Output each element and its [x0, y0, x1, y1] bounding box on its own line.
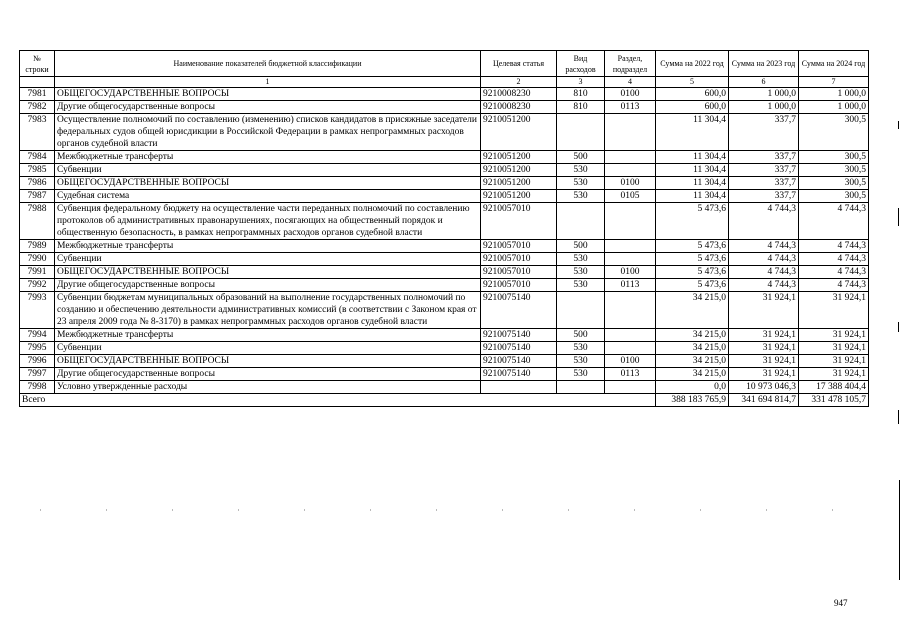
row-sum-2024: 1 000,0: [799, 88, 869, 101]
row-sum-2022: 34 215,0: [656, 368, 729, 381]
row-sum-2024: 4 744,3: [799, 253, 869, 266]
header-kind: Вид расходов: [557, 51, 605, 77]
row-expense-kind: 500: [557, 329, 605, 342]
row-sum-2022: 34 215,0: [656, 355, 729, 368]
row-name: Субвенция федеральному бюджету на осуществление части переданных полномочий по составлению протоколов об административных правонарушениях, посягающих на общественный порядок и общественную безопасность, в рамках непрограммных расходов органов судебной власти: [55, 203, 481, 240]
table-row: [20, 114, 869, 151]
row-name: ОБЩЕГОСУДАРСТВЕННЫЕ ВОПРОСЫ: [55, 88, 481, 101]
row-expense-kind: 530: [557, 355, 605, 368]
row-number: 7983: [20, 114, 55, 151]
row-name: Другие общегосударственные вопросы: [55, 279, 481, 292]
table-row: [20, 279, 869, 292]
table-row: [20, 203, 869, 240]
row-number: 7989: [20, 240, 55, 253]
header-name: Наименование показателей бюджетной классификации: [55, 51, 481, 77]
row-sum-2024: 17 388 404,4: [799, 381, 869, 394]
table-row: [20, 190, 869, 203]
row-sum-2023: 31 924,1: [729, 292, 799, 329]
row-target-article: 9210075140: [481, 342, 557, 355]
row-section: [605, 164, 656, 177]
row-sum-2024: 300,5: [799, 177, 869, 190]
row-sum-2022: 0,0: [656, 381, 729, 394]
column-number: 4: [605, 77, 656, 88]
row-name: Субвенции: [55, 342, 481, 355]
scan-margin-mark: [898, 322, 899, 332]
row-sum-2024: 300,5: [799, 114, 869, 151]
row-sum-2023: 1 000,0: [729, 88, 799, 101]
row-number: 7993: [20, 292, 55, 329]
row-sum-2023: 1 000,0: [729, 101, 799, 114]
row-name: ОБЩЕГОСУДАРСТВЕННЫЕ ВОПРОСЫ: [55, 355, 481, 368]
row-sum-2023: 337,7: [729, 164, 799, 177]
row-sum-2022: 34 215,0: [656, 342, 729, 355]
row-sum-2022: 5 473,6: [656, 240, 729, 253]
column-number: 2: [481, 77, 557, 88]
row-number: 7994: [20, 329, 55, 342]
row-sum-2022: 600,0: [656, 88, 729, 101]
row-section: 0100: [605, 266, 656, 279]
row-section: [605, 114, 656, 151]
row-sum-2022: 5 473,6: [656, 253, 729, 266]
row-name: Межбюджетные трансферты: [55, 329, 481, 342]
row-sum-2024: 4 744,3: [799, 240, 869, 253]
row-section: [605, 342, 656, 355]
row-target-article: 9210057010: [481, 266, 557, 279]
column-number: 7: [799, 77, 869, 88]
row-number: 7992: [20, 279, 55, 292]
row-sum-2024: 4 744,3: [799, 279, 869, 292]
table-row: [20, 177, 869, 190]
table-row: [20, 151, 869, 164]
row-target-article: 9210008230: [481, 101, 557, 114]
column-number: 3: [557, 77, 605, 88]
row-number: 7997: [20, 368, 55, 381]
row-section: 0100: [605, 355, 656, 368]
table-row: [20, 101, 869, 114]
row-name: Субвенции: [55, 253, 481, 266]
total-2022: 388 183 765,9: [656, 394, 729, 407]
row-target-article: 9210075140: [481, 329, 557, 342]
table-row: [20, 266, 869, 279]
row-sum-2023: 31 924,1: [729, 329, 799, 342]
row-name: Межбюджетные трансферты: [55, 240, 481, 253]
row-target-article: 9210075140: [481, 355, 557, 368]
row-sum-2023: 337,7: [729, 151, 799, 164]
row-target-article: 9210057010: [481, 253, 557, 266]
row-expense-kind: 530: [557, 177, 605, 190]
row-expense-kind: [557, 114, 605, 151]
row-sum-2023: 31 924,1: [729, 368, 799, 381]
row-name: Другие общегосударственные вопросы: [55, 101, 481, 114]
row-sum-2022: 11 304,4: [656, 164, 729, 177]
row-sum-2024: 31 924,1: [799, 355, 869, 368]
table-row: [20, 292, 869, 329]
row-sum-2022: 34 215,0: [656, 329, 729, 342]
scan-margin-mark: [898, 410, 899, 424]
row-expense-kind: 810: [557, 101, 605, 114]
row-target-article: 9210051200: [481, 114, 557, 151]
row-name: Субвенции бюджетам муниципальных образований на выполнение государственных полномочий по созданию и обеспечению деятельности административных комиссий (в соответствии с Законом края от 23 апреля 2009 года № 8-3170) в рамках непрограммных расходов органов судебной власти: [55, 292, 481, 329]
row-number: 7998: [20, 381, 55, 394]
column-number: 6: [729, 77, 799, 88]
row-sum-2022: 600,0: [656, 101, 729, 114]
row-target-article: [481, 381, 557, 394]
row-expense-kind: 500: [557, 151, 605, 164]
row-sum-2023: 4 744,3: [729, 240, 799, 253]
row-expense-kind: [557, 381, 605, 394]
header-sum-2023: Сумма на 2023 год: [729, 51, 799, 77]
row-sum-2022: 5 473,6: [656, 266, 729, 279]
column-number-row: [20, 77, 869, 88]
row-sum-2022: 11 304,4: [656, 177, 729, 190]
budget-table: [19, 50, 869, 407]
row-section: 0105: [605, 190, 656, 203]
row-sum-2024: 300,5: [799, 164, 869, 177]
row-expense-kind: 530: [557, 342, 605, 355]
table-row: [20, 381, 869, 394]
row-number: 7982: [20, 101, 55, 114]
row-number: 7991: [20, 266, 55, 279]
row-expense-kind: 810: [557, 88, 605, 101]
row-target-article: 9210057010: [481, 203, 557, 240]
row-section: 0113: [605, 368, 656, 381]
row-sum-2024: 31 924,1: [799, 329, 869, 342]
row-expense-kind: [557, 292, 605, 329]
row-sum-2024: 4 744,3: [799, 203, 869, 240]
row-target-article: 9210051200: [481, 190, 557, 203]
row-section: [605, 381, 656, 394]
row-name: ОБЩЕГОСУДАРСТВЕННЫЕ ВОПРОСЫ: [55, 177, 481, 190]
row-sum-2022: 11 304,4: [656, 151, 729, 164]
row-expense-kind: 530: [557, 266, 605, 279]
row-expense-kind: [557, 203, 605, 240]
row-sum-2024: 31 924,1: [799, 292, 869, 329]
column-number: [20, 77, 55, 88]
row-number: 7988: [20, 203, 55, 240]
table-row: [20, 342, 869, 355]
header-section: Раздел, подраздел: [605, 51, 656, 77]
row-expense-kind: 530: [557, 164, 605, 177]
row-name: Другие общегосударственные вопросы: [55, 368, 481, 381]
row-sum-2022: 5 473,6: [656, 279, 729, 292]
table-row: [20, 368, 869, 381]
row-sum-2023: 337,7: [729, 190, 799, 203]
row-sum-2022: 5 473,6: [656, 203, 729, 240]
row-sum-2023: 337,7: [729, 177, 799, 190]
row-sum-2023: 10 973 046,3: [729, 381, 799, 394]
total-2023: 341 694 814,7: [729, 394, 799, 407]
row-section: [605, 292, 656, 329]
row-sum-2023: 337,7: [729, 114, 799, 151]
row-target-article: 9210075140: [481, 292, 557, 329]
row-section: 0113: [605, 101, 656, 114]
scan-dots: [40, 509, 860, 511]
row-section: 0100: [605, 88, 656, 101]
table-row: [20, 88, 869, 101]
row-section: [605, 253, 656, 266]
row-name: ОБЩЕГОСУДАРСТВЕННЫЕ ВОПРОСЫ: [55, 266, 481, 279]
table-row: [20, 253, 869, 266]
table-row: [20, 329, 869, 342]
row-sum-2023: 31 924,1: [729, 342, 799, 355]
row-number: 7981: [20, 88, 55, 101]
row-section: [605, 203, 656, 240]
row-expense-kind: 530: [557, 279, 605, 292]
row-sum-2023: 4 744,3: [729, 203, 799, 240]
total-2024: 331 478 105,7: [799, 394, 869, 407]
row-sum-2024: 31 924,1: [799, 368, 869, 381]
row-number: 7984: [20, 151, 55, 164]
row-number: 7985: [20, 164, 55, 177]
row-number: 7986: [20, 177, 55, 190]
row-sum-2024: 31 924,1: [799, 342, 869, 355]
row-number: 7987: [20, 190, 55, 203]
scan-margin-mark: [899, 480, 900, 580]
row-target-article: 9210051200: [481, 151, 557, 164]
row-name: Условно утвержденные расходы: [55, 381, 481, 394]
header-sum-2024: Сумма на 2024 год: [799, 51, 869, 77]
row-number: 7996: [20, 355, 55, 368]
row-section: 0100: [605, 177, 656, 190]
row-sum-2023: 4 744,3: [729, 266, 799, 279]
row-name: Межбюджетные трансферты: [55, 151, 481, 164]
table-row: [20, 355, 869, 368]
table-row: [20, 240, 869, 253]
row-expense-kind: 530: [557, 253, 605, 266]
row-number: 7990: [20, 253, 55, 266]
table-row: [20, 164, 869, 177]
row-sum-2023: 4 744,3: [729, 279, 799, 292]
row-name: Судебная система: [55, 190, 481, 203]
column-number: 1: [55, 77, 481, 88]
row-section: [605, 329, 656, 342]
row-sum-2024: 300,5: [799, 190, 869, 203]
row-sum-2024: 1 000,0: [799, 101, 869, 114]
row-sum-2023: 4 744,3: [729, 253, 799, 266]
row-target-article: 9210051200: [481, 177, 557, 190]
row-sum-2023: 31 924,1: [729, 355, 799, 368]
row-expense-kind: 500: [557, 240, 605, 253]
row-sum-2024: 4 744,3: [799, 266, 869, 279]
total-label: Всего: [20, 394, 656, 407]
header-row: [20, 51, 869, 77]
row-target-article: 9210008230: [481, 88, 557, 101]
row-name: Субвенции: [55, 164, 481, 177]
header-target: Целевая статья: [481, 51, 557, 77]
row-sum-2022: 34 215,0: [656, 292, 729, 329]
row-target-article: 9210051200: [481, 164, 557, 177]
row-section: [605, 151, 656, 164]
scan-margin-mark: [898, 121, 899, 129]
row-sum-2024: 300,5: [799, 151, 869, 164]
scan-margin-mark: [898, 208, 899, 226]
row-target-article: 9210057010: [481, 279, 557, 292]
row-number: 7995: [20, 342, 55, 355]
row-section: [605, 240, 656, 253]
row-target-article: 9210075140: [481, 368, 557, 381]
header-row-no: № строки: [20, 51, 55, 77]
row-expense-kind: 530: [557, 368, 605, 381]
total-row: [20, 394, 869, 407]
row-sum-2022: 11 304,4: [656, 114, 729, 151]
row-sum-2022: 11 304,4: [656, 190, 729, 203]
header-sum-2022: Сумма на 2022 год: [656, 51, 729, 77]
row-expense-kind: 530: [557, 190, 605, 203]
row-section: 0113: [605, 279, 656, 292]
row-name: Осуществление полномочий по составлению (изменению) списков кандидатов в присяжные заседатели федеральных судов общей юрисдикции в Российской Федерации в рамках непрограммных расходов органов судебной власти: [55, 114, 481, 151]
page-number: 947: [834, 598, 848, 608]
row-target-article: 9210057010: [481, 240, 557, 253]
column-number: 5: [656, 77, 729, 88]
